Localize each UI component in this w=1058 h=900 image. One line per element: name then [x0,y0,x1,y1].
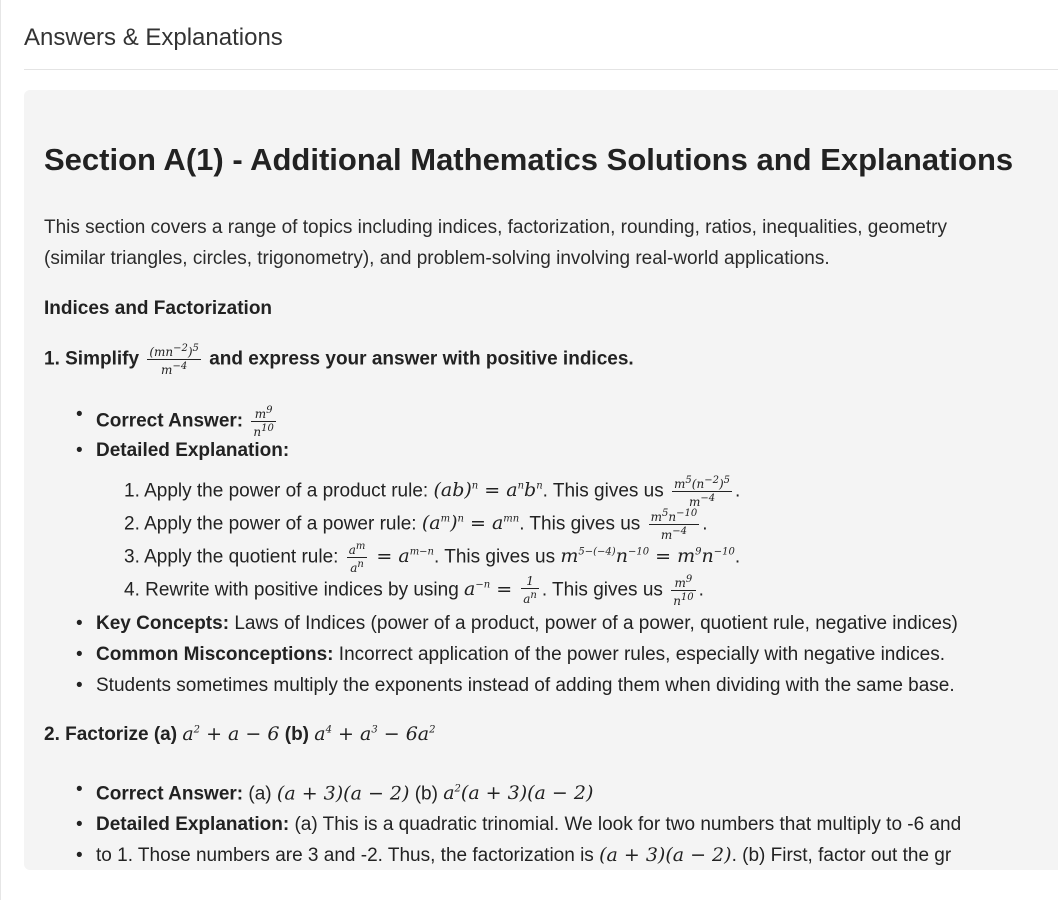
step-3-text: 3. Apply the quotient rule: [124,546,339,568]
question-1-answer-list [96,404,289,466]
step-4-mid: . This gives us [541,579,663,601]
explanation-line-1: (a) This is a quadratic trinomial. We look for two numbers that multiply to -6 and [294,814,962,836]
explanation-label: Detailed Explanation: [96,440,290,461]
question-2: 2. Factorize (a) $a^2 + a - 6$ (b) $a^4 + a^3 - 6a^2$ [44,723,436,745]
section-title: Section A(1) - Additional Mathematics Solutions and Explanations [44,142,1014,177]
list-item [96,404,289,439]
intro-line-1: This section covers a range of topics including indices, factorization, rounding, ratios, inequalities, geometry [44,217,947,238]
question-1-prefix: 1. Simplify [44,348,140,370]
correct-answer-label: Correct Answer: [96,410,244,432]
step-4: 4. Rewrite with positive indices by using $a^{-n}$ = $\frac{1}{a^n}$ . This gives us $\frac{m^9}{n^{10}}$ . [124,573,704,608]
key-concepts-label: Key Concepts: [96,613,230,634]
answers-panel[interactable] [24,90,1058,870]
correct-answer-value: $\frac{m^9}{n^{10}}$ [253,405,274,439]
page-header [24,24,1058,70]
step-1-text: 1. Apply the power of a product rule: [124,480,429,502]
step-1: 1. Apply the power of a product rule: $(ab)^n = a^nb^n$. This gives us $\frac{m^5(n^{-2})^5}{m^{-4}}$ . [124,474,741,509]
step-3: 3. Apply the quotient rule: $\frac{a^m}{a^n}$ = $a^{m-n}$. This gives us $m^{5-(-4)}n^{-10} = m^9n^{-10}$. [124,540,741,575]
explanation-label: Detailed Explanation: [96,814,290,836]
list-item-continuation: • to 1. Those numbers are 3 and -2. Thus, the factorization is (a + 3)(a − 2). (b) First, factor out the gr [96,840,961,870]
list-item-continuation [96,670,958,701]
question-1-suffix: and express your answer with positive indices. [209,348,634,370]
step-1-mid: . This gives us [542,480,664,502]
list-item: • Correct Answer: (a) (a + 3)(a − 2) (b) $a^2(a + 3)(a - 2)$ [96,774,961,809]
answer-a-label: (a) [248,783,272,805]
list-item [96,608,958,639]
section-intro [44,212,947,274]
correct-answer-label: Correct Answer: [96,783,244,805]
question-2-prefix: 2. Factorize [44,724,149,745]
list-item [96,809,961,840]
misconceptions-text-2: Students sometimes multiply the exponents instead of adding them when dividing with the same base. [96,675,955,696]
key-concepts-text: Laws of Indices (power of a product, power of a power, quotient rule, negative indices) [234,613,958,634]
question-1-notes [96,608,958,701]
list-item [96,639,958,670]
intro-line-2: (similar triangles, circles, trigonometry), and problem-solving involving real-world applications. [44,248,830,269]
question-1 [44,342,634,377]
page-left-border [0,0,1,900]
explanation-line-2-start: to 1. Those numbers are 3 and -2. Thus, the factorization is [96,845,594,867]
question-2-answer-list [96,774,961,870]
step-3-mid: . This gives us [434,546,556,568]
step-2: 2. Apply the power of a power rule: $(a^m)^n = a^{mn}$. This gives us $\frac{m^5n^{-10}}{m^{-4}}$ . [124,507,708,542]
explanation-line-2-end: . (b) First, factor out the gr [731,845,952,867]
list-item [96,435,289,466]
question-1-steps [124,470,741,608]
page-title: Answers & Explanations [24,24,283,51]
step-2-mid: . This gives us [519,513,641,535]
question-1-expression: $\frac{(mn^{-2})^5}{m^{-4}}$ [149,343,199,377]
answer-b-label: (b) [414,783,438,805]
step-4-text: 4. Rewrite with positive indices by using [124,579,459,601]
question-2-part-b: (b) [284,724,310,745]
step-2-text: 2. Apply the power of a power rule: [124,513,417,535]
misconceptions-text-1: Incorrect application of the power rules, especially with negative indices. [338,644,946,665]
misconceptions-label: Common Misconceptions: [96,644,334,665]
topic-heading: Indices and Factorization [44,298,273,319]
question-2-part-a: (a) [153,724,178,745]
